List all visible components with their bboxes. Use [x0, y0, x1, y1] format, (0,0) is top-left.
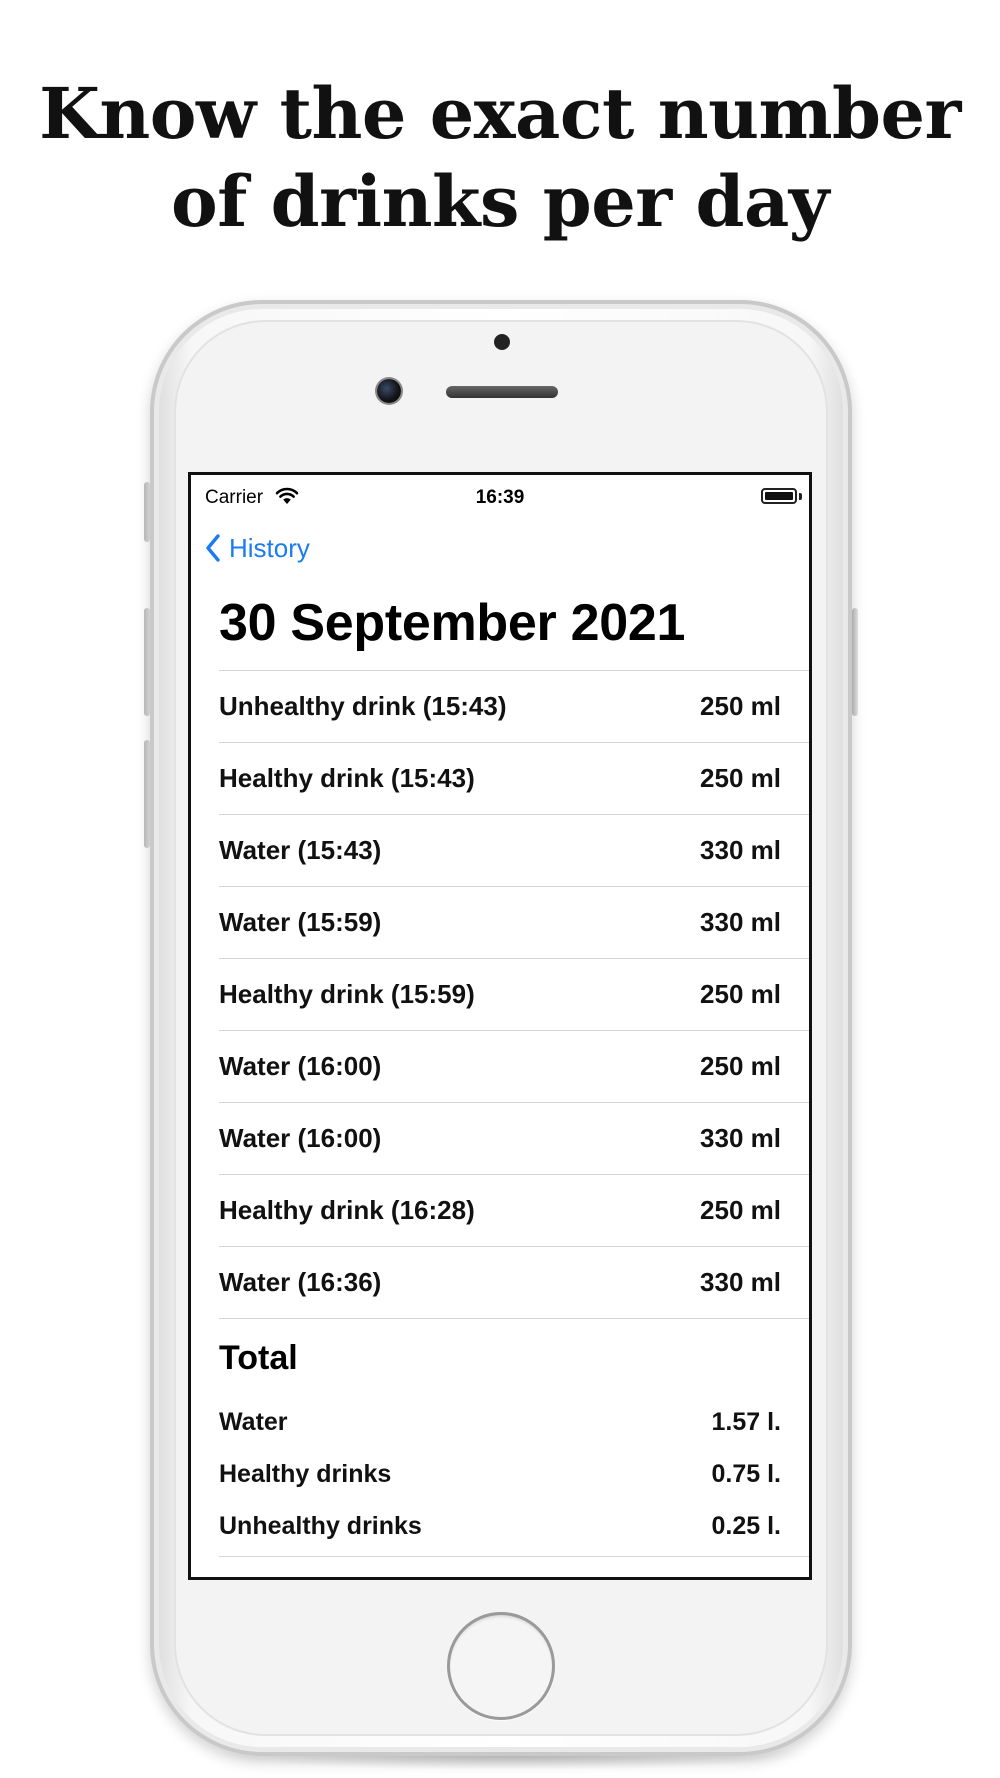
entry-name: Healthy drink (15:43) [219, 763, 475, 793]
entry-name: Healthy drink (15:59) [219, 979, 475, 1009]
entry-name: Water (16:00) [219, 1051, 382, 1081]
entry-name: Water (15:43) [219, 835, 382, 865]
back-button[interactable] [205, 531, 310, 565]
total-row-water [219, 1396, 781, 1448]
total-value: 1.57 l. [711, 1407, 781, 1436]
entry-amount: 330 ml [700, 835, 781, 865]
list-item[interactable] [219, 814, 809, 886]
totals-section [219, 1318, 809, 1557]
list-item[interactable] [219, 742, 809, 814]
list-item[interactable] [219, 670, 809, 742]
total-label: Healthy drinks [219, 1459, 392, 1488]
entry-amount: 330 ml [700, 907, 781, 937]
status-bar [191, 475, 809, 515]
chevron-left-icon [205, 534, 221, 562]
total-value: 0.75 l. [711, 1459, 781, 1488]
proximity-sensor [494, 334, 510, 350]
list-item[interactable] [219, 958, 809, 1030]
total-label: Water [219, 1407, 288, 1436]
list-item[interactable] [219, 1174, 809, 1246]
total-label: Unhealthy drinks [219, 1511, 422, 1540]
drink-list [219, 670, 809, 1557]
entry-amount: 250 ml [700, 1195, 781, 1225]
headline-line-2: of drinks per day [171, 160, 829, 243]
total-row-healthy [219, 1448, 781, 1500]
entry-amount: 250 ml [700, 763, 781, 793]
carrier-label: Carrier [205, 487, 264, 508]
total-row-unhealthy [219, 1500, 781, 1552]
page-title: 30 September 2021 [219, 594, 686, 652]
battery-cap [799, 493, 802, 500]
entry-amount: 330 ml [700, 1267, 781, 1297]
entry-name: Water (16:36) [219, 1267, 382, 1297]
entry-name: Healthy drink (16:28) [219, 1195, 475, 1225]
front-camera [377, 379, 401, 403]
list-item[interactable] [219, 1246, 809, 1318]
total-value: 0.25 l. [711, 1511, 781, 1540]
headline [0, 70, 1000, 246]
totals-heading: Total [219, 1339, 298, 1377]
battery-icon [761, 488, 797, 504]
back-button-label: History [229, 532, 310, 563]
earpiece-speaker [446, 386, 558, 398]
entry-amount: 330 ml [700, 1123, 781, 1153]
phone-screen [188, 472, 812, 1580]
entry-name: Unhealthy drink (15:43) [219, 691, 507, 721]
entry-amount: 250 ml [700, 979, 781, 1009]
home-button[interactable] [447, 1612, 555, 1720]
list-item[interactable] [219, 1102, 809, 1174]
entry-name: Water (15:59) [219, 907, 382, 937]
entry-amount: 250 ml [700, 691, 781, 721]
entry-amount: 250 ml [700, 1051, 781, 1081]
entry-name: Water (16:00) [219, 1123, 382, 1153]
power-button [852, 608, 858, 716]
divider [219, 1556, 809, 1557]
status-time: 16:39 [475, 487, 525, 508]
list-item[interactable] [219, 1030, 809, 1102]
list-item[interactable] [219, 886, 809, 958]
headline-line-1: Know the exact number [39, 72, 961, 155]
